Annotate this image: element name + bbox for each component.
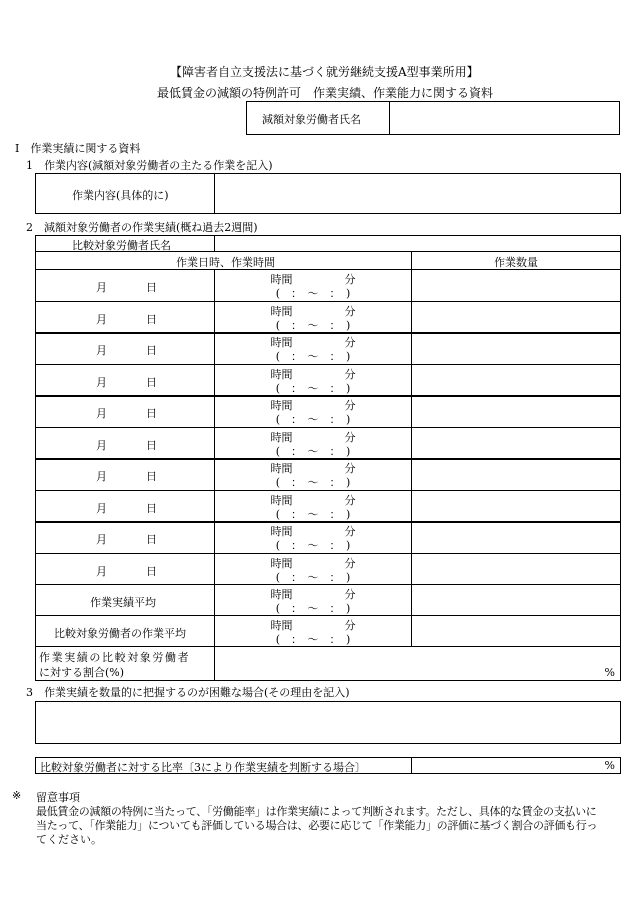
day-label: 日 — [146, 376, 157, 389]
notes-line1: 最低賃金の減額の特例に当たって、「労働能率」は作業実績によって判断されます。ただし、具体的な賃金の支払いに — [36, 805, 597, 818]
minutes-label: 分 — [344, 273, 356, 286]
compare-name-label-cell — [35, 235, 215, 252]
day-label: 日 — [146, 407, 157, 420]
hours-label: 時間 — [270, 431, 293, 444]
work-date-cell[interactable] — [35, 364, 215, 397]
avg-quantity-field[interactable] — [411, 584, 621, 616]
compare-avg-label: 比較対象労働者の作業平均 — [54, 627, 186, 640]
work-time-cell[interactable] — [214, 490, 412, 523]
work-time-cell[interactable] — [214, 332, 412, 365]
month-label: 月 — [96, 439, 107, 452]
day-label: 日 — [146, 313, 157, 326]
work-time-cell[interactable] — [214, 364, 412, 397]
work-date-cell[interactable] — [35, 269, 215, 302]
compare-avg-minutes-label: 分 — [344, 619, 356, 632]
difficulty-reason-field[interactable] — [35, 701, 621, 744]
compare-avg-label-cell — [35, 615, 215, 647]
time-range: ( ： ～ ： ) — [275, 571, 351, 584]
compare-avg-time-cell[interactable] — [214, 615, 412, 647]
minutes-label: 分 — [344, 399, 356, 412]
notes-mark: ※ — [12, 789, 22, 802]
notes-line3: てください。 — [36, 833, 102, 846]
minutes-label: 分 — [344, 336, 356, 349]
ratio-percent: % — [604, 666, 615, 679]
ratio3-label-cell — [35, 757, 412, 774]
work-content-field[interactable] — [214, 173, 621, 214]
day-label: 日 — [146, 502, 157, 515]
work-quantity-field[interactable] — [411, 269, 621, 302]
compare-avg-quantity-field[interactable] — [411, 615, 621, 647]
ratio3-label: 比較対象労働者に対する比率〔3により作業実績を判断する場合〕 — [40, 761, 366, 774]
month-label: 月 — [96, 281, 107, 294]
minutes-label: 分 — [344, 368, 356, 381]
work-date-cell[interactable] — [35, 427, 215, 460]
minutes-label: 分 — [344, 557, 356, 570]
compare-avg-range: ( ： ～ ： ) — [275, 633, 351, 646]
col-header-quantity-label: 作業数量 — [494, 256, 538, 269]
work-quantity-field[interactable] — [411, 490, 621, 523]
month-label: 月 — [96, 533, 107, 546]
work-time-cell[interactable] — [214, 458, 412, 491]
hours-label: 時間 — [270, 494, 293, 507]
form-title: 【障害者自立支援法に基づく就労継続支援A型事業所用】 — [170, 65, 479, 79]
work-time-cell[interactable] — [214, 301, 412, 334]
time-range: ( ： ～ ： ) — [275, 476, 351, 489]
hours-label: 時間 — [270, 273, 293, 286]
day-label: 日 — [146, 281, 157, 294]
minutes-label: 分 — [344, 431, 356, 444]
time-range: ( ： ～ ： ) — [275, 319, 351, 332]
ratio-field[interactable] — [214, 646, 621, 681]
time-range: ( ： ～ ： ) — [275, 382, 351, 395]
compare-avg-hours-label: 時間 — [270, 619, 293, 632]
day-label: 日 — [146, 344, 157, 357]
work-date-cell[interactable] — [35, 301, 215, 334]
time-range: ( ： ～ ： ) — [275, 539, 351, 552]
work-quantity-field[interactable] — [411, 553, 621, 585]
minutes-label: 分 — [344, 462, 356, 475]
month-label: 月 — [96, 376, 107, 389]
avg-minutes-label: 分 — [344, 588, 356, 601]
time-range: ( ： ～ ： ) — [275, 413, 351, 426]
hours-label: 時間 — [270, 399, 293, 412]
form-subtitle: 最低賃金の減額の特例許可 作業実績、作業能力に関する資料 — [157, 86, 494, 100]
work-date-cell[interactable] — [35, 521, 215, 554]
avg-hours-label: 時間 — [270, 588, 293, 601]
notes-line2: 当たって、「作業能力」についても評価している場合は、必要に応じて「作業能力」の評価に基づく割合の評価も行っ — [36, 819, 598, 832]
col-header-datetime — [35, 251, 412, 270]
work-quantity-field[interactable] — [411, 364, 621, 397]
day-label: 日 — [146, 439, 157, 452]
time-range: ( ： ～ ： ) — [275, 350, 351, 363]
item1-heading: 1 作業内容(減額対象労働者の主たる作業を記入) — [26, 159, 273, 172]
work-content-label: 作業内容(具体的に) — [72, 189, 169, 202]
work-date-cell[interactable] — [35, 553, 215, 585]
ratio3-percent: % — [604, 759, 615, 772]
minutes-label: 分 — [344, 305, 356, 318]
work-quantity-field[interactable] — [411, 332, 621, 365]
avg-label: 作業実績平均 — [90, 596, 156, 609]
time-range: ( ： ～ ： ) — [275, 445, 351, 458]
worker-name-label-cell — [246, 101, 390, 135]
day-label: 日 — [146, 470, 157, 483]
minutes-label: 分 — [344, 494, 356, 507]
work-time-cell[interactable] — [214, 395, 412, 428]
work-date-cell[interactable] — [35, 395, 215, 428]
work-date-cell[interactable] — [35, 490, 215, 523]
item3-heading: 3 作業実績を数量的に把握するのが困難な場合(その理由を記入) — [26, 686, 350, 699]
work-time-cell[interactable] — [214, 553, 412, 585]
month-label: 月 — [96, 470, 107, 483]
time-range: ( ： ～ ： ) — [275, 287, 351, 300]
avg-label-cell — [35, 584, 215, 616]
month-label: 月 — [96, 344, 107, 357]
work-date-cell[interactable] — [35, 332, 215, 365]
minutes-label: 分 — [344, 525, 356, 538]
month-label: 月 — [96, 565, 107, 578]
notes-heading: 留意事項 — [36, 791, 80, 804]
work-quantity-field[interactable] — [411, 395, 621, 428]
hours-label: 時間 — [270, 525, 293, 538]
worker-name-label: 減額対象労働者氏名 — [262, 113, 361, 126]
avg-range: ( ： ～ ： ) — [275, 602, 351, 615]
section1-heading: Ⅰ 作業実績に関する資料 — [15, 142, 141, 155]
col-header-datetime-label: 作業日時、作業時間 — [176, 256, 275, 269]
month-label: 月 — [96, 502, 107, 515]
work-quantity-field[interactable] — [411, 458, 621, 491]
avg-time-cell[interactable] — [214, 584, 412, 616]
time-range: ( ： ～ ： ) — [275, 508, 351, 521]
hours-label: 時間 — [270, 462, 293, 475]
month-label: 月 — [96, 407, 107, 420]
worker-name-field[interactable] — [389, 101, 620, 135]
work-quantity-field[interactable] — [411, 427, 621, 460]
ratio-label-cell — [35, 646, 215, 681]
compare-name-field[interactable] — [214, 235, 621, 252]
work-time-cell[interactable] — [214, 521, 412, 554]
month-label: 月 — [96, 313, 107, 326]
hours-label: 時間 — [270, 336, 293, 349]
work-date-cell[interactable] — [35, 458, 215, 491]
ratio3-field[interactable] — [411, 757, 621, 774]
col-header-quantity — [411, 251, 621, 270]
hours-label: 時間 — [270, 368, 293, 381]
work-time-cell[interactable] — [214, 269, 412, 302]
work-quantity-field[interactable] — [411, 301, 621, 334]
ratio-label-line2: に対する割合(%) — [39, 666, 125, 679]
hours-label: 時間 — [270, 305, 293, 318]
day-label: 日 — [146, 533, 157, 546]
ratio-label-line1: 作業実績の比較対象労働者 — [39, 651, 191, 664]
compare-name-label: 比較対象労働者氏名 — [72, 239, 171, 252]
day-label: 日 — [146, 565, 157, 578]
hours-label: 時間 — [270, 557, 293, 570]
item2-heading: 2 減額対象労働者の作業実績(概ね過去2週間) — [26, 221, 258, 234]
work-content-label-cell — [35, 173, 215, 214]
work-time-cell[interactable] — [214, 427, 412, 460]
work-quantity-field[interactable] — [411, 521, 621, 554]
